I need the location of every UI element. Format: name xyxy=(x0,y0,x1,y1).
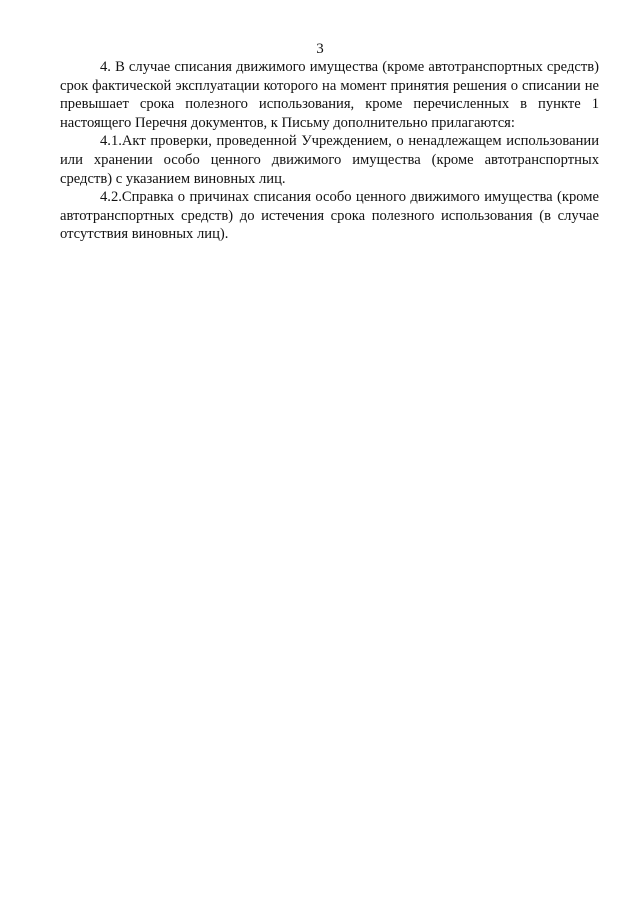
paragraph-4-1: 4.1.Акт проверки, проведенной Учреждением, о ненадлежащем использовании или хранении особо ценного движимого имущества (кроме автотранспортных средств) с указанием виновных лиц. xyxy=(60,133,599,187)
paragraph-4-2: 4.2.Справка о причинах списания особо ценного движимого имущества (кроме автотранспортных средств) до истечения срока полезного использования (в случае отсутствия виновных лиц). xyxy=(60,189,599,243)
page-number: 3 xyxy=(316,41,324,57)
paragraph-4: 4. В случае списания движимого имущества (кроме автотранспортных средств) срок фактической эксплуатации которого на момент принятия решения о списании не превышает срока полезного использования, кроме перечисленных в пункте 1 настоящего Перечня документов, к Письму дополнительно прилагаются: xyxy=(60,59,599,131)
document-body xyxy=(60,58,599,244)
